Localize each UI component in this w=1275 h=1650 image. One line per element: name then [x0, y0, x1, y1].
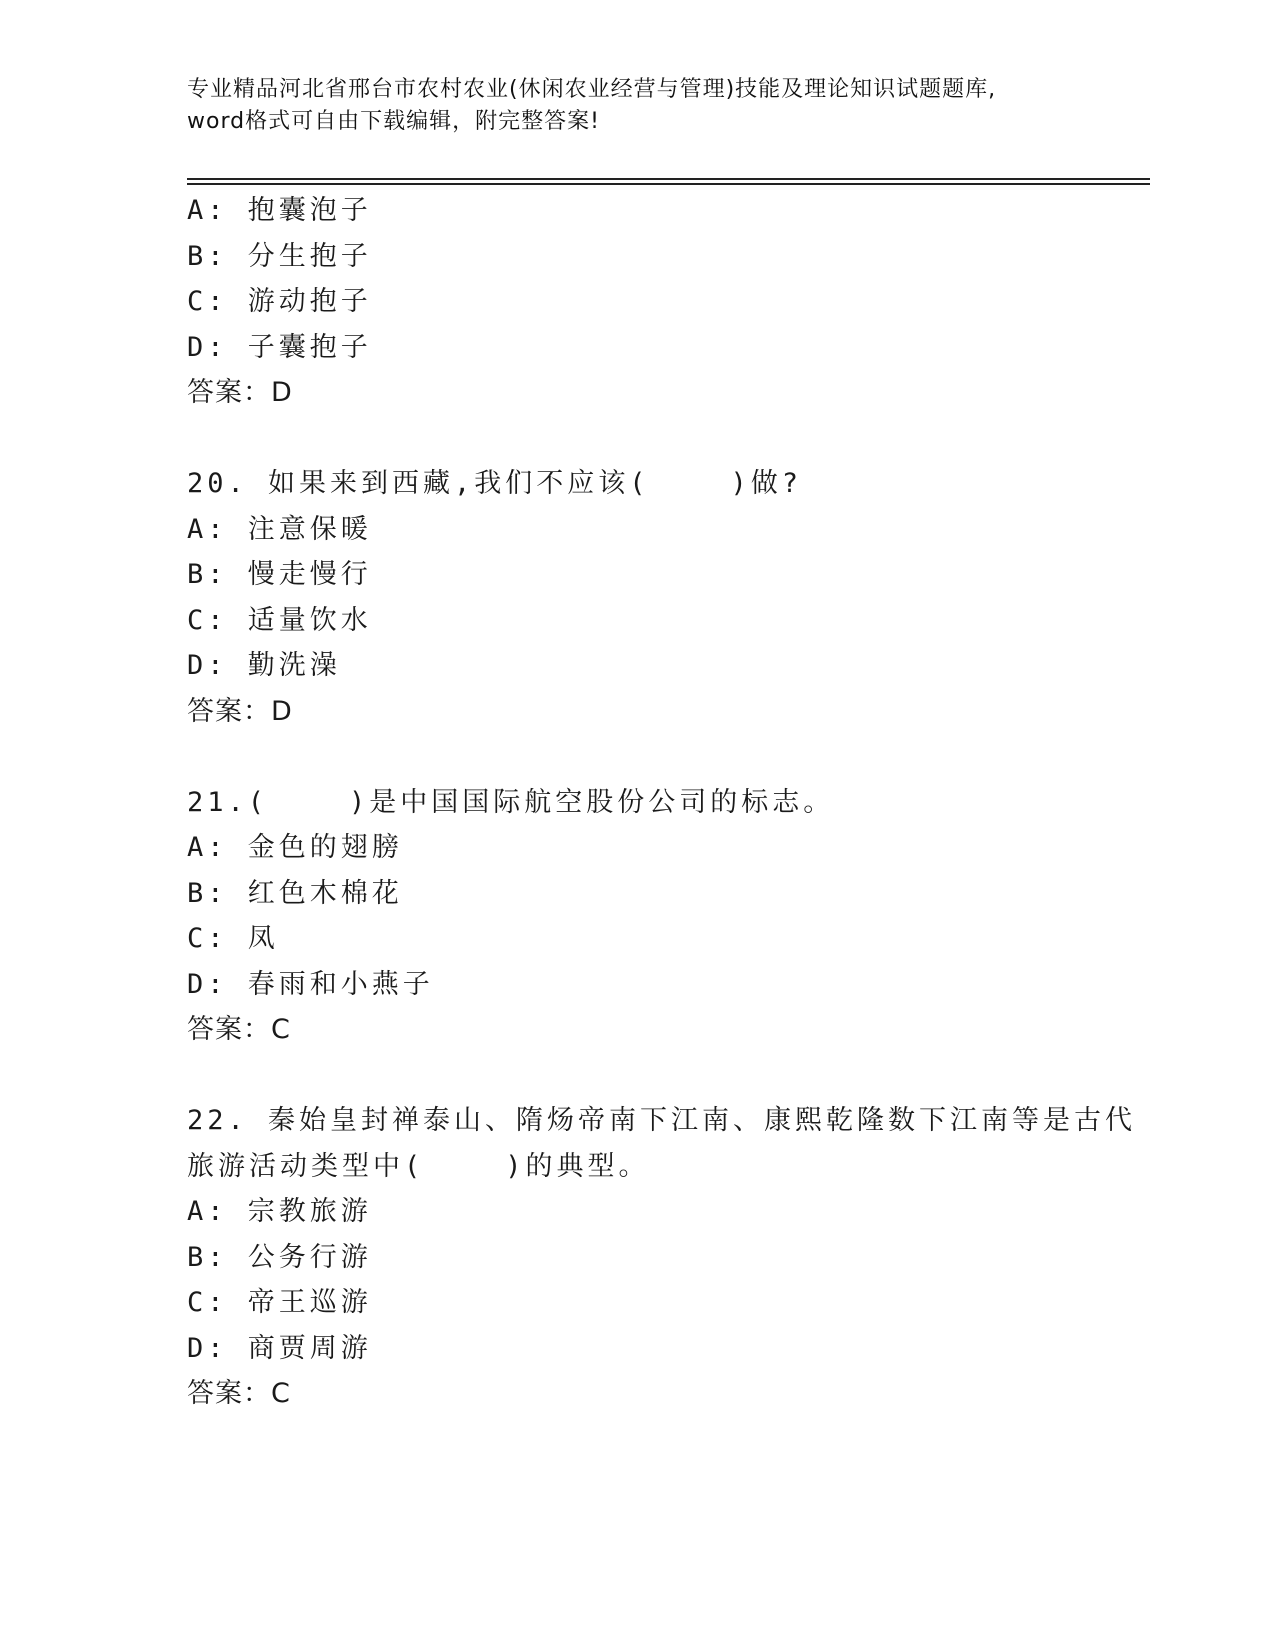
answer: 答案：D: [187, 695, 293, 727]
question-stem: 20. 如果来到西藏,我们不应该( )做?: [187, 468, 803, 499]
option-a: A: 金色的翅膀: [187, 832, 403, 863]
header-line-2: word格式可自由下载编辑，附完整答案!: [187, 109, 600, 134]
option-b: B: 分生抱子: [187, 240, 372, 272]
question-22: [187, 1098, 1147, 1417]
option-a: A: 注意保暖: [187, 513, 372, 545]
option-c: C: 游动抱子: [187, 286, 372, 317]
option-b: B: 红色木棉花: [187, 877, 403, 909]
question-stem-line-2: 旅游活动类型中( )的典型。: [187, 1150, 650, 1182]
option-d: D: 勤洗澡: [187, 650, 341, 681]
option-c: C: 帝王巡游: [187, 1287, 372, 1318]
header-divider-bottom: [187, 183, 1150, 185]
question-stem-line-1: 22. 秦始皇封禅泰山、隋炀帝南下江南、康熙乾隆数下江南等是古代: [187, 1105, 1137, 1136]
option-b: B: 慢走慢行: [187, 559, 372, 590]
question-stem: 21.( )是中国国际航空股份公司的标志。: [187, 786, 835, 818]
option-d: D: 商贾周游: [187, 1332, 372, 1364]
option-d: D: 子囊抱子: [187, 331, 372, 363]
question-list: [187, 188, 1147, 1417]
question-21: [187, 780, 1147, 1053]
document-header: [187, 74, 1087, 138]
header-divider-top: [187, 178, 1150, 180]
option-d: D: 春雨和小燕子: [187, 968, 434, 1000]
option-a: A: 抱囊泡子: [187, 195, 372, 226]
question-continued: [187, 188, 1147, 416]
answer: 答案：D: [187, 377, 293, 408]
option-c: C: 适量饮水: [187, 604, 372, 636]
option-c: C: 凤: [187, 923, 279, 954]
question-20: [187, 461, 1147, 734]
option-b: B: 公务行游: [187, 1241, 372, 1273]
answer: 答案：C: [187, 1014, 291, 1045]
header-line-1: 专业精品河北省邢台市农村农业(休闲农业经营与管理)技能及理论知识试题题库,: [187, 77, 997, 102]
option-a: A: 宗教旅游: [187, 1196, 372, 1227]
answer: 答案：C: [187, 1378, 291, 1409]
